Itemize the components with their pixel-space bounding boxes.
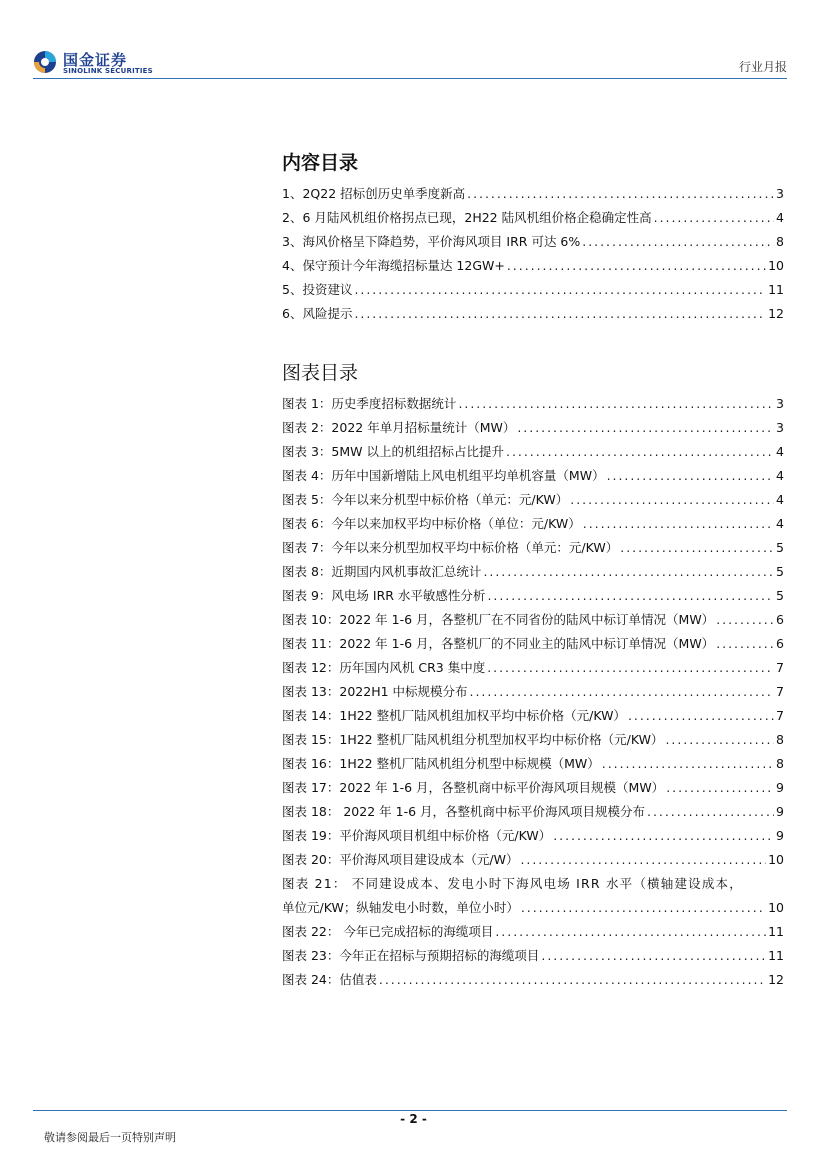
figure-entry[interactable]: [282, 772, 784, 796]
toc-entry-page: 8: [776, 234, 784, 249]
toc-entry-label: 图表 23：今年正在招标与预期招标的海缆项目: [282, 948, 540, 963]
toc-entry-page: 6: [776, 612, 784, 627]
toc-entry-page: 8: [776, 732, 784, 747]
dot-leader: [517, 420, 774, 436]
dot-leader: [487, 660, 774, 676]
figure-entry[interactable]: [282, 628, 784, 652]
dot-leader: [483, 564, 774, 580]
toc-entry-label: 图表 17：2022 年 1-6 月，各整机商中标平价海风项目规模（MW）: [282, 780, 665, 795]
figure-entry[interactable]: [282, 604, 784, 628]
contents-list: [282, 178, 784, 322]
toc-entry-page: 10: [768, 900, 784, 915]
dot-leader: [506, 444, 774, 460]
dot-leader: [654, 210, 774, 226]
toc-entry-page: 6: [776, 636, 784, 651]
figure-entry[interactable]: [282, 820, 784, 844]
toc-entry-page: 7: [776, 684, 784, 699]
toc-entry-page: 4: [776, 468, 784, 483]
contents-entry[interactable]: [282, 274, 784, 298]
company-logo: [33, 46, 163, 80]
toc-entry-label: 图表 22： 今年已完成招标的海缆项目: [282, 924, 494, 939]
dot-leader: [570, 492, 774, 508]
dot-leader: [716, 612, 774, 628]
toc-entry-label: 4、保守预计今年海缆招标量达 12GW+: [282, 258, 505, 273]
figures-title: 图表目录: [282, 362, 359, 384]
toc-entry-label: 图表 20：平价海风项目建设成本（元/W）: [282, 852, 519, 867]
figure-entry[interactable]: [282, 796, 784, 820]
report-type-label: 行业月报: [738, 60, 787, 74]
disclaimer-text: 敬请参阅最后一页特别声明: [44, 1131, 176, 1144]
dot-leader: [458, 396, 774, 412]
toc-entry-label: 图表 1：历史季度招标数据统计: [282, 396, 457, 411]
toc-entry-label: 图表 2：2022 年单月招标量统计（MW）: [282, 420, 516, 435]
dot-leader: [582, 234, 774, 250]
toc-entry-page: 11: [768, 924, 784, 939]
dot-leader: [520, 852, 766, 868]
toc-entry-label: 图表 18： 2022 年 1-6 月，各整机商中标平价海风项目规模分布: [282, 804, 646, 819]
figure-entry[interactable]: [282, 388, 784, 412]
figure-entry[interactable]: [282, 700, 784, 724]
toc-entry-label: 6、风险提示: [282, 306, 353, 321]
contents-entry[interactable]: [282, 250, 784, 274]
toc-entry-label: 1、2Q22 招标创历史单季度新高: [282, 186, 466, 201]
toc-entry-page: 4: [776, 210, 784, 225]
contents-title: 内容目录: [282, 152, 359, 174]
toc-entry-label: 图表 9：风电场 IRR 水平敏感性分析: [282, 588, 486, 603]
dot-leader: [716, 636, 774, 652]
toc-entry-label: 图表 3：5MW 以上的机组招标占比提升: [282, 444, 504, 459]
contents-entry[interactable]: [282, 202, 784, 226]
toc-entry-page: 11: [768, 282, 784, 297]
toc-entry-label: 图表 15：1H22 整机厂陆风机组分机型加权平均中标价格（元/KW）: [282, 732, 664, 747]
figure-entry[interactable]: [282, 868, 784, 916]
toc-entry-page: 3: [776, 186, 784, 201]
toc-entry-page: 3: [776, 420, 784, 435]
sinolink-logo-icon: [33, 50, 57, 74]
figure-entry[interactable]: [282, 460, 784, 484]
toc-entry-page: 12: [768, 306, 784, 321]
figure-entry[interactable]: [282, 724, 784, 748]
toc-entry-page: 4: [776, 492, 784, 507]
figure-entry[interactable]: [282, 532, 784, 556]
toc-entry-label: 图表 16：1H22 整机厂陆风机组分机型中标规模（MW）: [282, 756, 600, 771]
toc-entry-page: 5: [776, 540, 784, 555]
dot-leader: [379, 972, 766, 988]
figure-entry[interactable]: [282, 508, 784, 532]
figures-list: [282, 388, 784, 988]
toc-entry-label: 图表 5：今年以来分机型中标价格（单元：元/KW）: [282, 492, 569, 507]
toc-entry-page: 5: [776, 588, 784, 603]
toc-entry-label: 图表 14：1H22 整机厂陆风机组加权平均中标价格（元/KW）: [282, 708, 626, 723]
dot-leader: [665, 732, 774, 748]
figure-entry[interactable]: [282, 676, 784, 700]
toc-entry-label: 图表 8：近期国内风机事故汇总统计: [282, 564, 482, 579]
toc-entry-label: 3、海风价格呈下降趋势，平价海风项目 IRR 可达 6%: [282, 234, 581, 249]
toc-entry-page: 7: [776, 660, 784, 675]
figure-entry[interactable]: [282, 916, 784, 940]
dot-leader: [521, 900, 766, 916]
toc-entry-page: 12: [768, 972, 784, 987]
page-number: - 2 -: [400, 1112, 427, 1126]
dot-leader: [354, 282, 766, 298]
toc-entry-page: 4: [776, 444, 784, 459]
figure-entry[interactable]: [282, 964, 784, 988]
logo-chinese-name: 国金证券: [63, 51, 128, 69]
contents-entry[interactable]: [282, 178, 784, 202]
header-divider: [33, 78, 787, 79]
toc-entry-label: 图表 4：历年中国新增陆上风电机组平均单机容量（MW）: [282, 468, 605, 483]
dot-leader: [507, 258, 766, 274]
dot-leader: [470, 684, 775, 700]
toc-entry-page: 11: [768, 948, 784, 963]
dot-leader: [666, 780, 774, 796]
toc-entry-label: 图表 6：今年以来加权平均中标价格（单位：元/KW）: [282, 516, 581, 531]
toc-entry-label: 图表 13：2022H1 中标规模分布: [282, 684, 468, 699]
toc-entry-page: 10: [768, 852, 784, 867]
toc-entry-label: 2、6 月陆风机组价格拐点已现，2H22 陆风机组价格企稳确定性高: [282, 210, 652, 225]
dot-leader: [467, 186, 774, 202]
toc-entry-page: 9: [776, 780, 784, 795]
toc-entry-label-continued: 单位元/KW；纵轴发电小时数，单位小时）: [282, 900, 519, 915]
toc-entry-page: 4: [776, 516, 784, 531]
figure-entry[interactable]: [282, 652, 784, 676]
toc-entry-label: 图表 7：今年以来分机型加权平均中标价格（单元：元/KW）: [282, 540, 619, 555]
figure-entry[interactable]: [282, 484, 784, 508]
toc-entry-label: 图表 21： 不同建设成本、发电小时下海风电场 IRR 水平（横轴建设成本，: [282, 876, 743, 891]
footer-divider: [33, 1110, 787, 1111]
figure-entry[interactable]: [282, 748, 784, 772]
dot-leader: [607, 468, 774, 484]
dot-leader: [583, 516, 774, 532]
toc-entry-page: 9: [776, 804, 784, 819]
logo-english-name: SINOLINK SECURITIES: [63, 67, 153, 75]
toc-entry-label: 图表 12：历年国内风机 CR3 集中度: [282, 660, 486, 675]
toc-entry-page: 7: [776, 708, 784, 723]
figure-entry[interactable]: [282, 940, 784, 964]
toc-entry-page: 5: [776, 564, 784, 579]
dot-leader: [487, 588, 774, 604]
figure-entry[interactable]: [282, 412, 784, 436]
dot-leader: [620, 540, 774, 556]
toc-entry-page: 8: [776, 756, 784, 771]
dot-leader: [553, 828, 774, 844]
toc-entry-label: 图表 10：2022 年 1-6 月，各整机厂在不同省份的陆风中标订单情况（MW）: [282, 612, 715, 627]
figure-entry[interactable]: [282, 844, 784, 868]
dot-leader: [541, 948, 766, 964]
dot-leader: [495, 924, 766, 940]
toc-entry-label: 5、投资建议: [282, 282, 353, 297]
toc-entry-page: 9: [776, 828, 784, 843]
figure-entry[interactable]: [282, 556, 784, 580]
figure-entry[interactable]: [282, 436, 784, 460]
toc-entry-label: 图表 24：估值表: [282, 972, 377, 987]
contents-entry[interactable]: [282, 226, 784, 250]
dot-leader: [647, 804, 774, 820]
dot-leader: [602, 756, 774, 772]
toc-entry-label: 图表 19：平价海风项目机组中标价格（元/KW）: [282, 828, 552, 843]
toc-entry-page: 10: [768, 258, 784, 273]
contents-entry[interactable]: [282, 298, 784, 322]
toc-entry-page: 3: [776, 396, 784, 411]
figure-entry[interactable]: [282, 580, 784, 604]
toc-entry-label: 图表 11：2022 年 1-6 月，各整机厂的不同业主的陆风中标订单情况（MW）: [282, 636, 715, 651]
dot-leader: [628, 708, 774, 724]
dot-leader: [354, 306, 766, 322]
